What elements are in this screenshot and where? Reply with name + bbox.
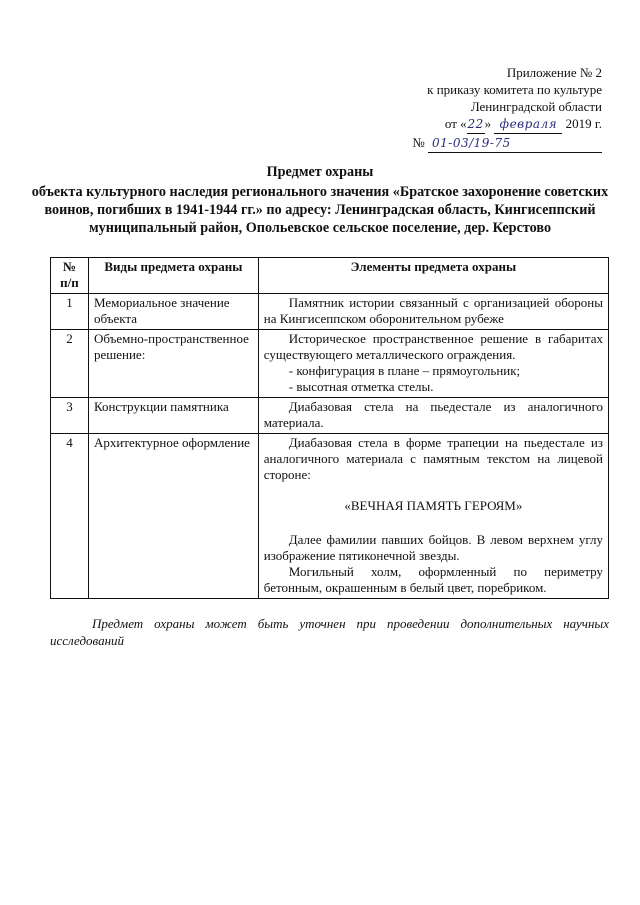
handwritten-month: февраля (494, 116, 562, 134)
title-main: Предмет охраны (266, 164, 374, 180)
appendix-committee: Ленинградской области (470, 99, 602, 114)
row-number: 4 (51, 434, 89, 599)
element-text: - конфигурация в плане – прямоугольник; (288, 363, 521, 378)
element-text: Диабазовая стела на пьедестале из аналогичного материала. (263, 399, 603, 430)
header-elements: Элементы предмета охраны (258, 258, 608, 294)
handwritten-day: 22 (467, 116, 485, 134)
row-number: 3 (51, 398, 89, 434)
table-header-row (51, 258, 609, 294)
table-row (51, 330, 609, 398)
date-prefix: от « (444, 116, 467, 131)
table-row (51, 398, 609, 434)
appendix-number-line (412, 134, 602, 153)
row-elements (258, 434, 608, 599)
protection-items-table (50, 257, 609, 599)
row-kind: Конструкции памятника (88, 398, 258, 434)
table-row (51, 294, 609, 330)
number-prefix: № (412, 135, 425, 150)
element-text: Историческое пространственное решение в габаритах существующего металлического ограждения. (263, 331, 603, 362)
date-mid: » (484, 116, 492, 131)
row-number: 2 (51, 330, 89, 398)
row-number: 1 (51, 294, 89, 330)
appendix-number: Приложение № 2 (506, 65, 602, 80)
row-elements (258, 398, 608, 434)
appendix-date-line (412, 115, 602, 134)
appendix-order-ref: к приказу комитета по культуре (427, 82, 602, 97)
row-elements (258, 294, 608, 330)
table-row (51, 434, 609, 599)
memorial-inscription: «ВЕЧНАЯ ПАМЯТЬ ГЕРОЯМ» (344, 498, 523, 513)
row-kind: Архитектурное оформление (88, 434, 258, 599)
title-body: объекта культурного наследия регионального значения «Братское захоронение советских воинов, погибших в 1941-1944 гг.» по адресу: Ленинградская область, Кингисеппский муниципальный район, Опольевское сельское поселение, дер. Керстово (31, 184, 609, 236)
header-kind: Виды предмета охраны (88, 258, 258, 294)
row-elements (258, 330, 608, 398)
row-kind: Объемно-пространственное решение: (88, 330, 258, 398)
handwritten-order-number: 01-03/19-75 (428, 135, 602, 153)
header-number: № п/п (51, 258, 89, 294)
element-text: Далее фамилии павших бойцов. В левом верхнем углу изображение пятиконечной звезды. (263, 532, 603, 563)
element-text: Могильный холм, оформленный по периметру бетонным, окрашенным в белый цвет, поребриком. (263, 564, 603, 595)
footnote: Предмет охраны может быть уточнен при проведении дополнительных научных исследований (50, 616, 609, 648)
element-text: - высотная отметка стелы. (288, 379, 434, 394)
element-text: Памятник истории связанный с организацией обороны на Кингисеппском оборонительном рубеже (263, 295, 603, 326)
document-title (30, 163, 610, 237)
date-year: 2019 г. (565, 116, 602, 131)
appendix-header (412, 64, 602, 153)
row-kind: Мемориальное значение объекта (88, 294, 258, 330)
element-text: Диабазовая стела в форме трапеции на пьедестале из аналогичного материала с памятным текстом на лицевой стороне: (263, 435, 603, 482)
